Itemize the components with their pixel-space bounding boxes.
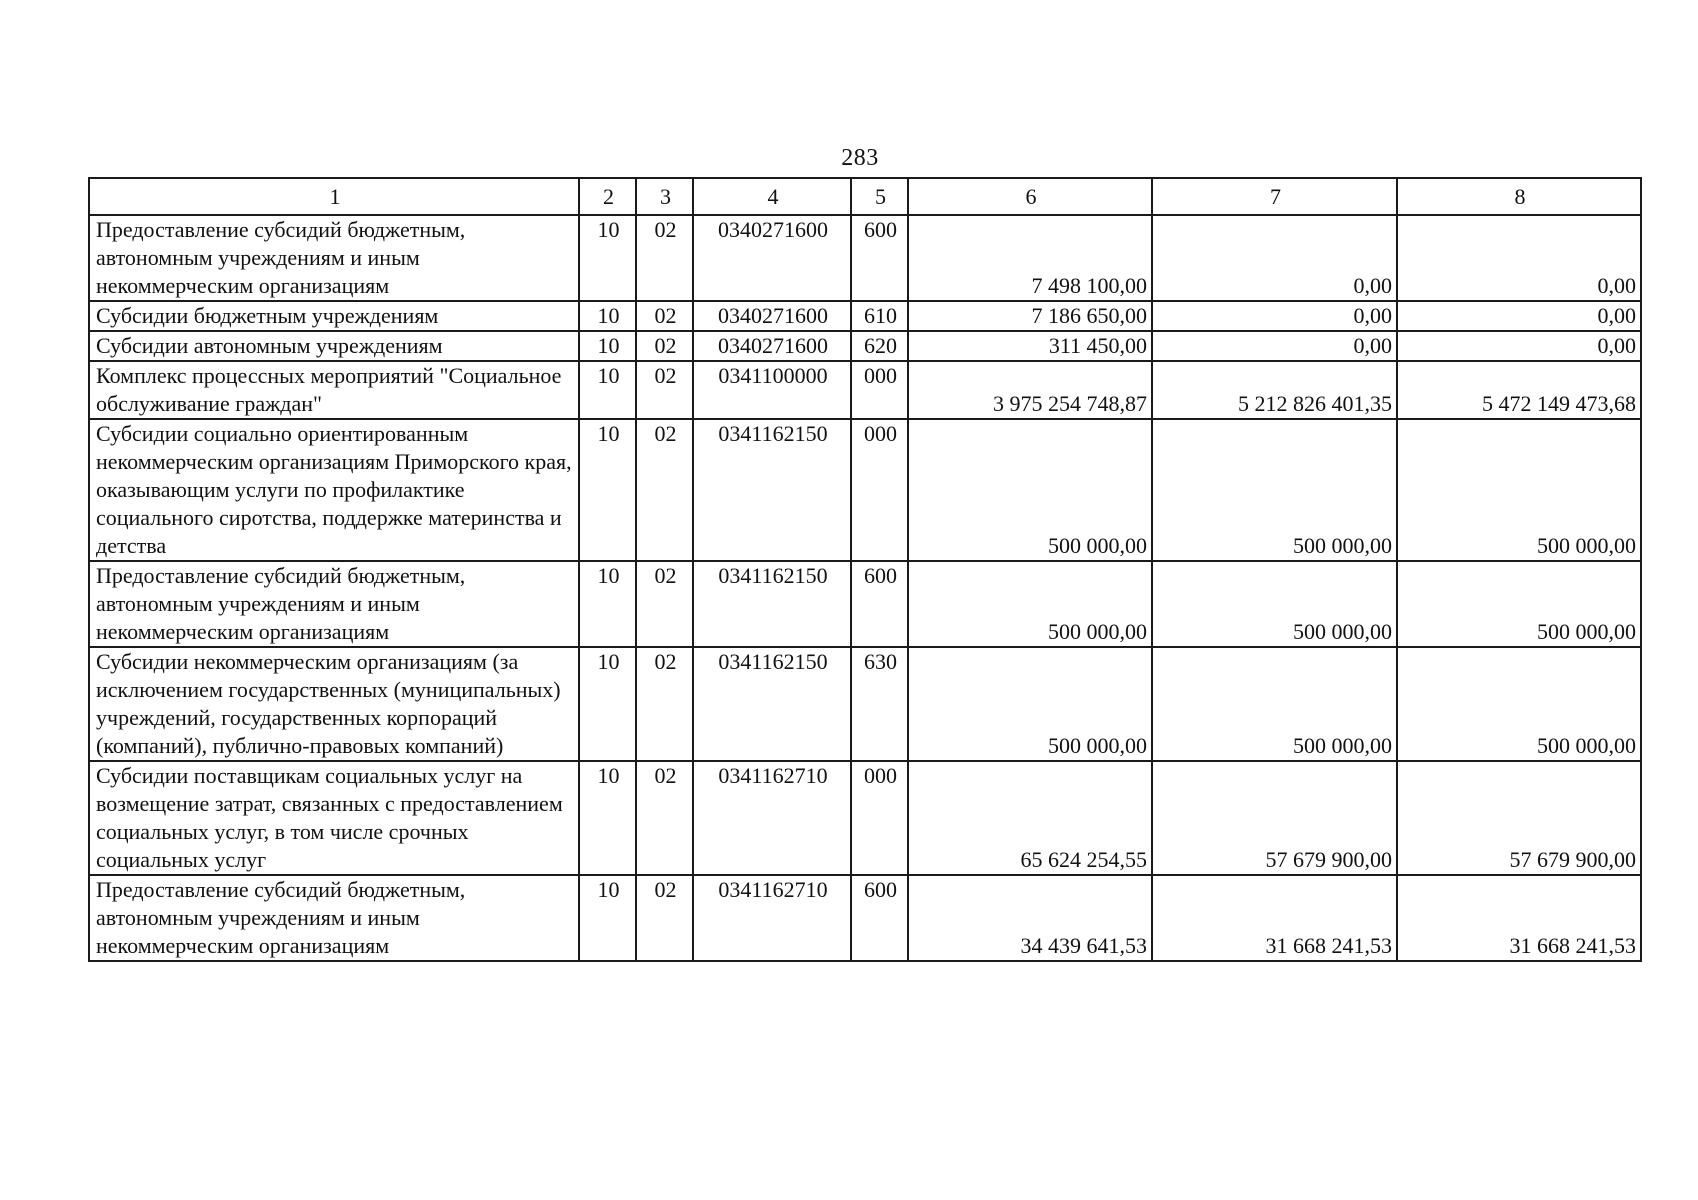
expense-type-code: 600 <box>851 875 908 961</box>
target-article-code: 0340271600 <box>693 301 851 331</box>
amount-col7: 5 212 826 401,35 <box>1152 361 1397 419</box>
section-code: 10 <box>579 419 636 561</box>
column-header-5: 5 <box>851 178 908 215</box>
column-header-7: 7 <box>1152 178 1397 215</box>
amount-col8: 57 679 900,00 <box>1397 761 1641 875</box>
subsection-code: 02 <box>636 875 693 961</box>
expense-type-code: 000 <box>851 361 908 419</box>
table-row <box>89 215 1641 301</box>
section-code: 10 <box>579 647 636 761</box>
amount-col7: 57 679 900,00 <box>1152 761 1397 875</box>
page-number: 283 <box>841 145 879 171</box>
subsection-code: 02 <box>636 215 693 301</box>
amount-col6: 65 624 254,55 <box>908 761 1152 875</box>
amount-col8: 0,00 <box>1397 331 1641 361</box>
header-row <box>89 178 1641 215</box>
row-name: Предоставление субсидий бюджетным, автономным учреждениям и иным некоммерческим организациям <box>89 561 579 647</box>
amount-col6: 500 000,00 <box>908 647 1152 761</box>
table-row <box>89 331 1641 361</box>
subsection-code: 02 <box>636 301 693 331</box>
amount-col7: 0,00 <box>1152 331 1397 361</box>
section-code: 10 <box>579 301 636 331</box>
table-row <box>89 875 1641 961</box>
row-name: Субсидии поставщикам социальных услуг на возмещение затрат, связанных с предоставлением социальных услуг, в том числе срочных социальных услуг <box>89 761 579 875</box>
target-article-code: 0340271600 <box>693 215 851 301</box>
amount-col8: 5 472 149 473,68 <box>1397 361 1641 419</box>
subsection-code: 02 <box>636 647 693 761</box>
section-code: 10 <box>579 761 636 875</box>
subsection-code: 02 <box>636 761 693 875</box>
amount-col7: 0,00 <box>1152 215 1397 301</box>
amount-col6: 7 186 650,00 <box>908 301 1152 331</box>
row-name: Комплекс процессных мероприятий "Социальное обслуживание граждан" <box>89 361 579 419</box>
amount-col8: 500 000,00 <box>1397 647 1641 761</box>
expense-type-code: 600 <box>851 561 908 647</box>
subsection-code: 02 <box>636 361 693 419</box>
amount-col6: 500 000,00 <box>908 419 1152 561</box>
expense-type-code: 630 <box>851 647 908 761</box>
table-row <box>89 361 1641 419</box>
target-article-code: 0340271600 <box>693 331 851 361</box>
target-article-code: 0341162150 <box>693 647 851 761</box>
row-name: Субсидии социально ориентированным некоммерческим организациям Приморского края, оказывающим услуги по профилактике социального сиротства, поддержке материнства и детства <box>89 419 579 561</box>
amount-col8: 0,00 <box>1397 215 1641 301</box>
section-code: 10 <box>579 875 636 961</box>
amount-col8: 31 668 241,53 <box>1397 875 1641 961</box>
table-row <box>89 419 1641 561</box>
amount-col6: 7 498 100,00 <box>908 215 1152 301</box>
table-row <box>89 561 1641 647</box>
expense-type-code: 620 <box>851 331 908 361</box>
table-row <box>89 647 1641 761</box>
subsection-code: 02 <box>636 561 693 647</box>
target-article-code: 0341162710 <box>693 761 851 875</box>
expense-type-code: 000 <box>851 419 908 561</box>
section-code: 10 <box>579 331 636 361</box>
amount-col7: 500 000,00 <box>1152 561 1397 647</box>
amount-col7: 31 668 241,53 <box>1152 875 1397 961</box>
amount-col7: 500 000,00 <box>1152 419 1397 561</box>
row-name: Субсидии бюджетным учреждениям <box>89 301 579 331</box>
subsection-code: 02 <box>636 331 693 361</box>
amount-col6: 34 439 641,53 <box>908 875 1152 961</box>
column-header-1: 1 <box>89 178 579 215</box>
table-row <box>89 301 1641 331</box>
column-header-3: 3 <box>636 178 693 215</box>
budget-table <box>88 177 1642 962</box>
subsection-code: 02 <box>636 419 693 561</box>
amount-col8: 500 000,00 <box>1397 561 1641 647</box>
expense-type-code: 000 <box>851 761 908 875</box>
section-code: 10 <box>579 561 636 647</box>
row-name: Предоставление субсидий бюджетным, автономным учреждениям и иным некоммерческим организациям <box>89 875 579 961</box>
row-name: Предоставление субсидий бюджетным, автономным учреждениям и иным некоммерческим организациям <box>89 215 579 301</box>
amount-col6: 500 000,00 <box>908 561 1152 647</box>
amount-col8: 0,00 <box>1397 301 1641 331</box>
row-name: Субсидии некоммерческим организациям (за исключением государственных (муниципальных) учреждений, государственных корпораций (компаний), публично-правовых компаний) <box>89 647 579 761</box>
amount-col7: 500 000,00 <box>1152 647 1397 761</box>
column-header-8: 8 <box>1397 178 1641 215</box>
table-row <box>89 761 1641 875</box>
column-header-2: 2 <box>579 178 636 215</box>
amount-col6: 3 975 254 748,87 <box>908 361 1152 419</box>
column-header-4: 4 <box>693 178 851 215</box>
amount-col8: 500 000,00 <box>1397 419 1641 561</box>
amount-col6: 311 450,00 <box>908 331 1152 361</box>
row-name: Субсидии автономным учреждениям <box>89 331 579 361</box>
target-article-code: 0341162150 <box>693 419 851 561</box>
section-code: 10 <box>579 361 636 419</box>
column-header-6: 6 <box>908 178 1152 215</box>
target-article-code: 0341100000 <box>693 361 851 419</box>
amount-col7: 0,00 <box>1152 301 1397 331</box>
expense-type-code: 610 <box>851 301 908 331</box>
target-article-code: 0341162710 <box>693 875 851 961</box>
section-code: 10 <box>579 215 636 301</box>
target-article-code: 0341162150 <box>693 561 851 647</box>
expense-type-code: 600 <box>851 215 908 301</box>
